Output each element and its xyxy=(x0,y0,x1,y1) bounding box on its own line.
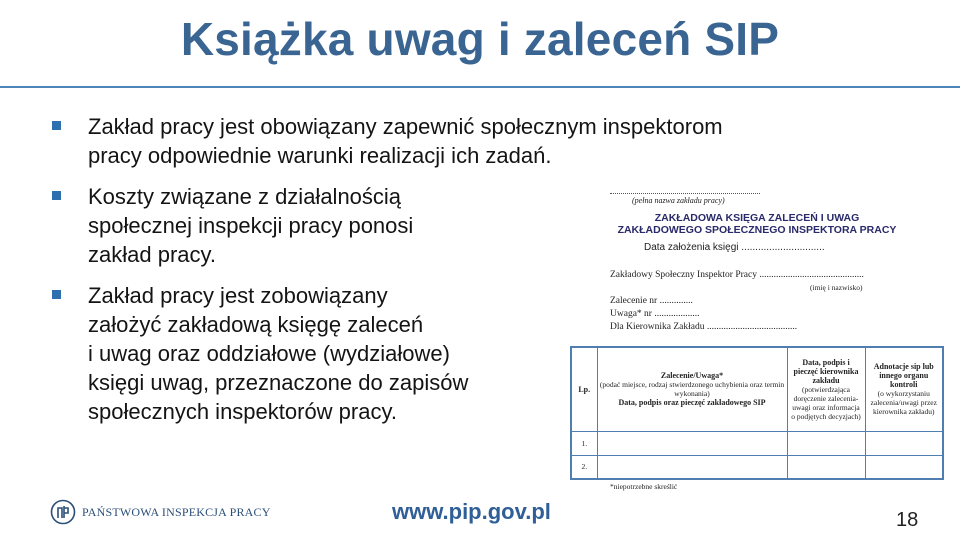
square-bullet-icon xyxy=(52,290,61,299)
bullet-item xyxy=(50,112,870,170)
manager-line: Dla Kierownika Zakładu ...................................... xyxy=(610,322,798,332)
header-manager-signature xyxy=(787,347,865,431)
header-recommendation-title: Zalecenie/Uwaga* xyxy=(660,371,724,381)
page-number: 18 xyxy=(896,509,919,531)
header-recommendation-bottom: Data, podpis oraz pieczęć zakładowego SIP xyxy=(618,398,766,408)
slide-title: Książka uwag i zaleceń SIP xyxy=(180,13,780,65)
recommendation-number-line: Zalecenie nr .............. xyxy=(610,296,693,306)
pip-emblem-icon xyxy=(50,499,76,525)
company-name-line xyxy=(610,188,760,194)
table-row xyxy=(571,431,943,455)
header-notes-title: Adnotacje sip lub innego organu kontroli xyxy=(873,362,934,390)
form-heading: ZAKŁADOWA KSIĘGA ZALECEŃ I UWAG ZAKŁADOWEGO SPOŁECZNEGO INSPEKTORA PRACY xyxy=(617,212,897,236)
document-form-image xyxy=(568,186,946,496)
organization-name: PAŃSTWOWA INSPEKCJA PRACY xyxy=(82,504,271,519)
bullet-text: Zakład pracy jest zobowiązany założyć zakładową księgę zaleceń i uwag oraz oddziałowe (wydziałowe) księgi uwag, przeznaczone do zapisów społecznych inspektorów pracy. xyxy=(88,283,469,424)
header-notes-sub: (o wykorzystaniu zalecenia/uwagi przez kierownika zakładu) xyxy=(870,389,937,417)
form-table xyxy=(570,346,944,480)
website-url[interactable]: www.pip.gov.pl xyxy=(392,499,551,524)
table-header-row xyxy=(571,347,943,431)
header-recommendation xyxy=(597,347,787,431)
row-number: 2. xyxy=(571,455,597,479)
form-footnote: *niepotrzebne skreślić xyxy=(610,482,678,491)
header-recommendation-sub: (podać miejsce, rodzaj stwierdzonego uchybienia oraz termin wykonania) xyxy=(599,380,785,399)
bullet-text: Zakład pracy jest obowiązany zapewnić społecznym inspektorom pracy odpowiednie warunki realizacji ich zadań. xyxy=(88,114,723,168)
header-manager-title: Data, podpis i pieczęć kierownika zakładu xyxy=(793,357,859,385)
inspector-line: Zakładowy Społeczny Inspektor Pracy ............................................ xyxy=(610,270,864,280)
square-bullet-icon xyxy=(52,121,61,130)
company-name-caption: (pełna nazwa zakładu pracy) xyxy=(632,196,725,205)
inspector-caption: (imię i nazwisko) xyxy=(810,283,863,292)
row-number: 1. xyxy=(571,431,597,455)
header-manager-sub: (potwierdzająca doręczenie zalecenia-uwagi oraz informacja o podjętych decyzjach) xyxy=(791,384,861,421)
title-divider xyxy=(0,86,960,88)
header-notes xyxy=(865,347,943,431)
square-bullet-icon xyxy=(52,191,61,200)
organization-logo xyxy=(50,499,271,525)
header-lp: Lp. xyxy=(571,347,597,431)
bullet-text: Koszty związane z działalnością społecznej inspekcji pracy ponosi zakład pracy. xyxy=(88,184,414,267)
remark-number-line: Uwaga* nr ................... xyxy=(610,309,700,319)
founded-date-line: Data założenia księgi .............................. xyxy=(644,242,825,253)
table-row xyxy=(571,455,943,479)
